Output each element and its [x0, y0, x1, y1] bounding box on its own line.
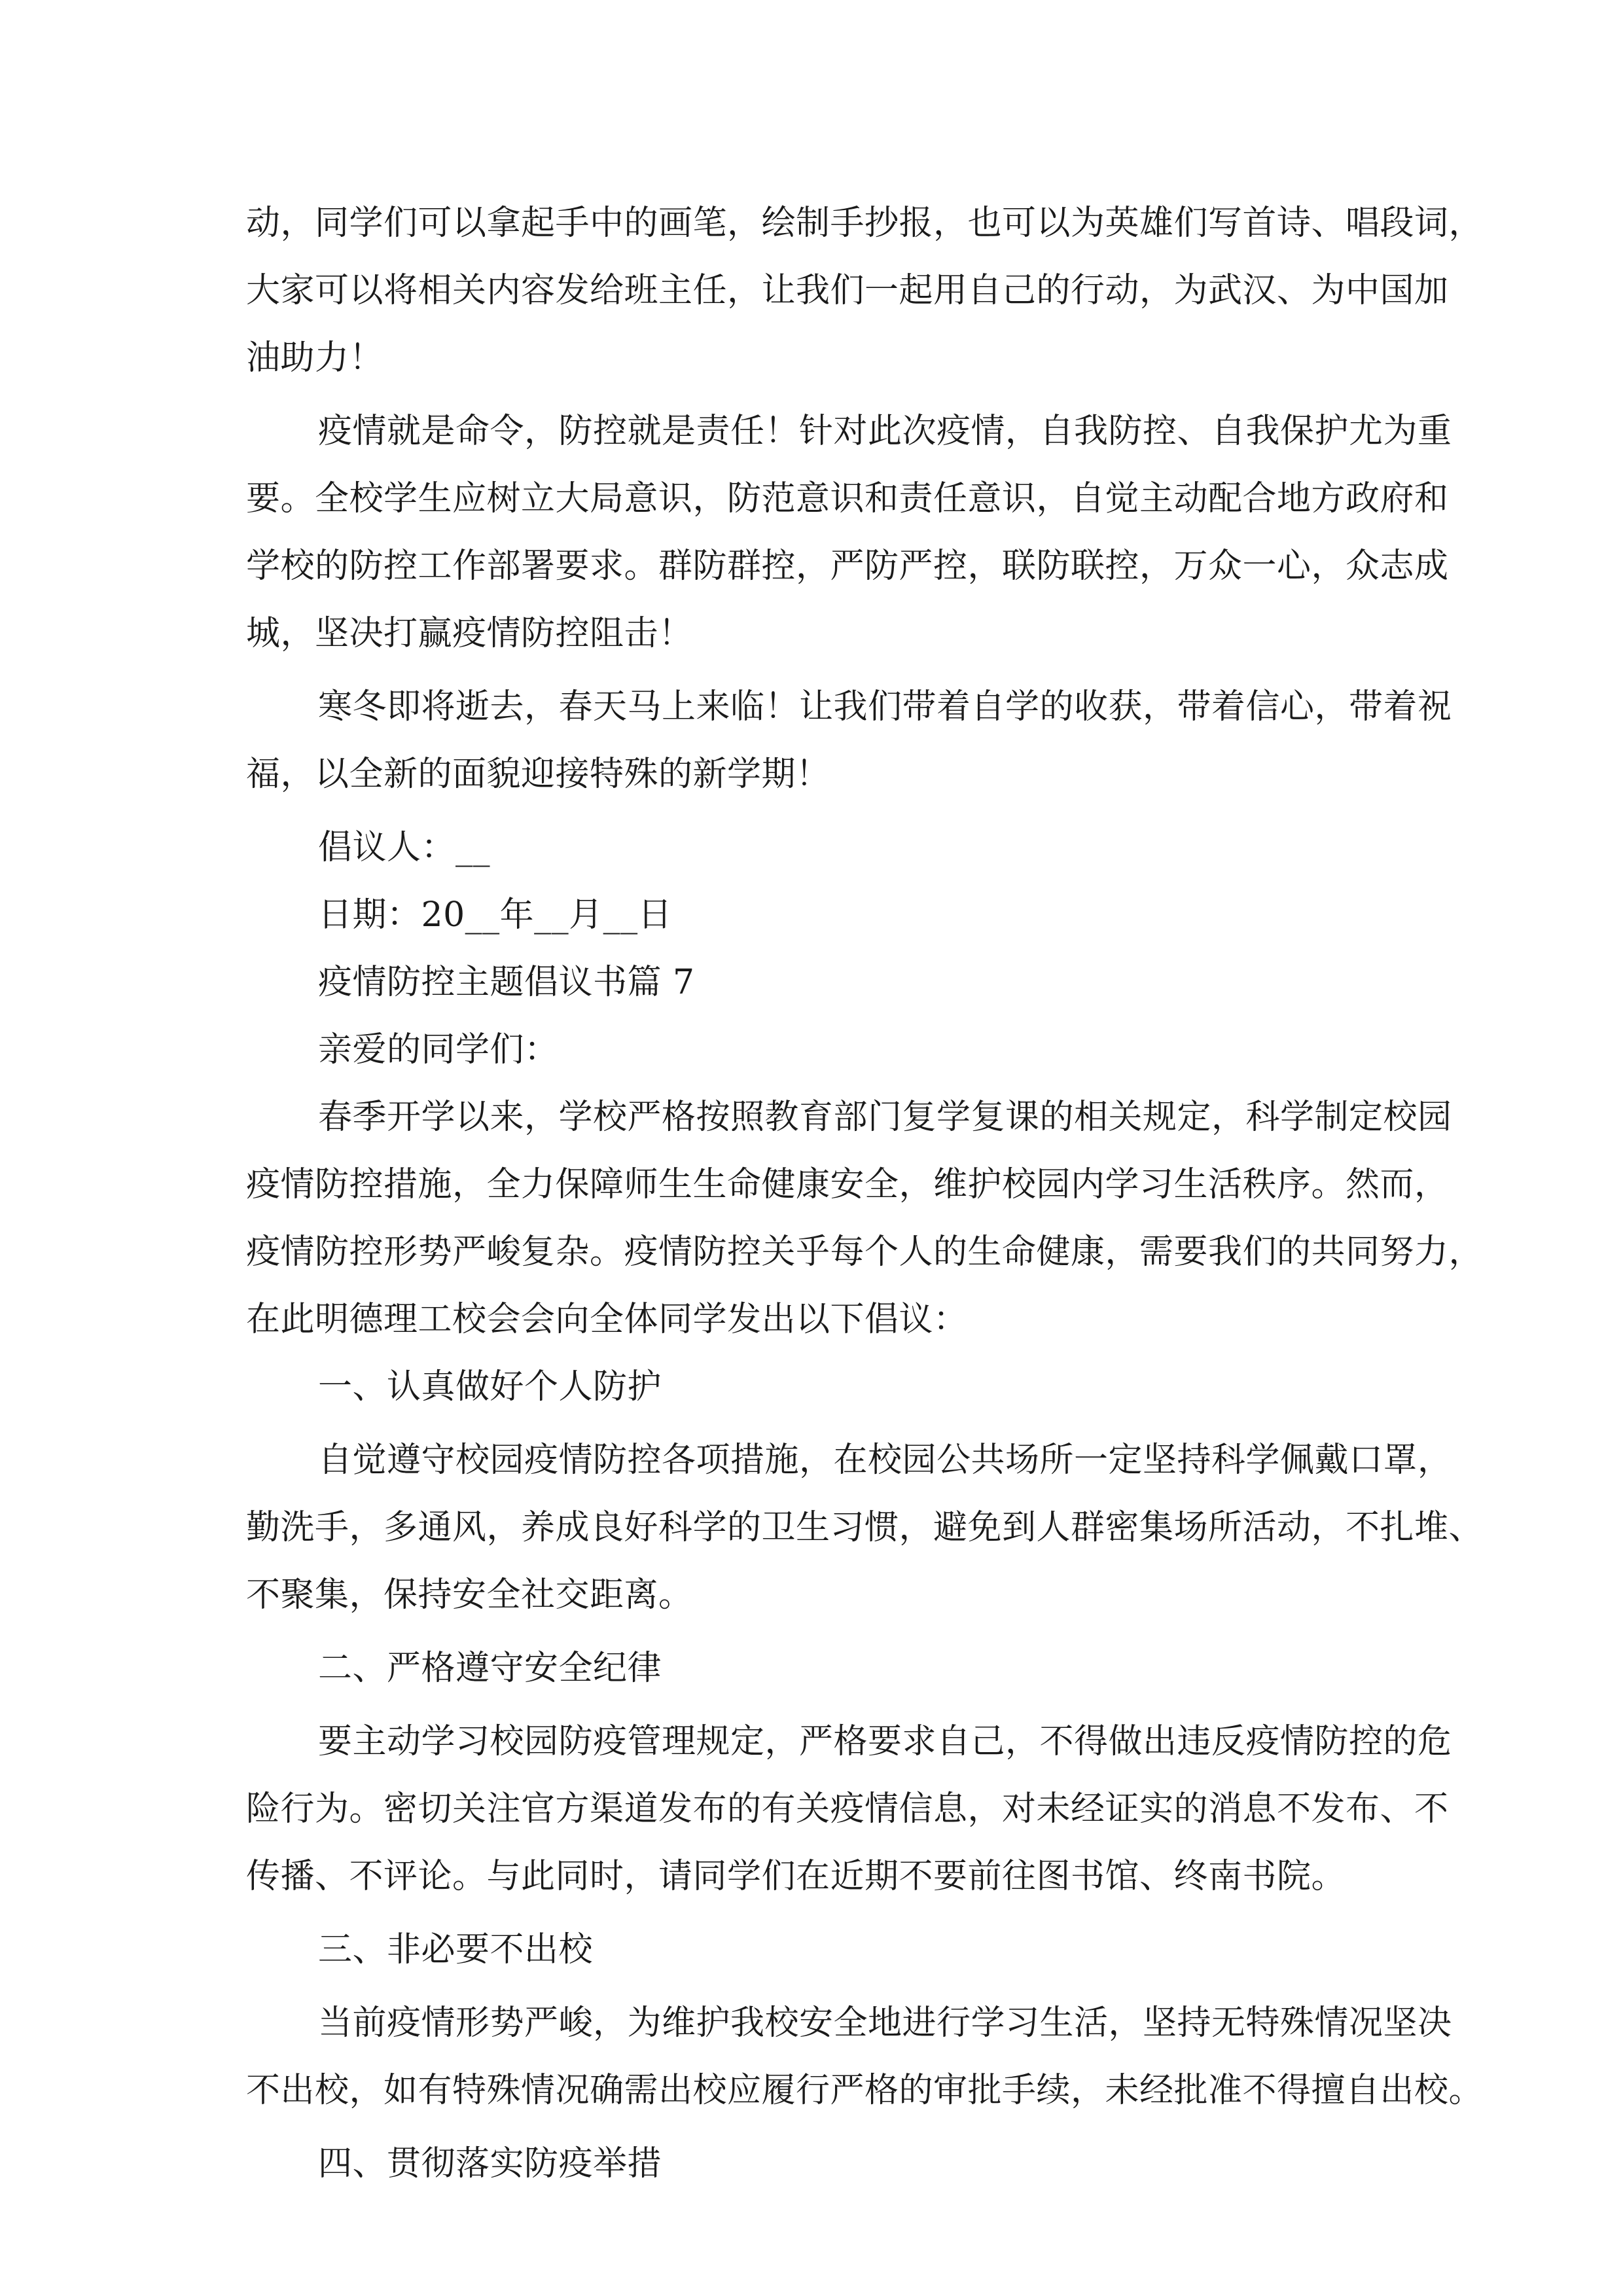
text-line: 倡议人：__ — [318, 828, 491, 867]
signatory-line — [246, 814, 1381, 882]
salutation — [246, 1016, 1381, 1084]
text-line: 学校的防控工作部署要求。群防群控，严防严控，联防联控，万众一心，众志成 — [246, 547, 1449, 586]
date-line — [246, 882, 1381, 949]
text-line: 不聚集，保持安全社交距离。 — [246, 1575, 693, 1615]
text-line: 疫情就是命令，防控就是责任！针对此次疫情，自我防控、自我保护尤为重 — [318, 412, 1452, 451]
text-line: 春季开学以来，学校严格按照教育部门复学复课的相关规定，科学制定校园 — [318, 1098, 1452, 1137]
text-line: 要主动学习校园防疫管理规定，严格要求自己，不得做出违反疫情防控的危 — [318, 1722, 1452, 1761]
paragraph — [246, 1427, 1484, 1629]
text-line: 疫情防控措施，全力保障师生生命健康安全，维护校园内学习生活秩序。然而， — [246, 1165, 1449, 1204]
paragraph — [246, 673, 1452, 808]
paragraph — [246, 1990, 1484, 2125]
heading — [246, 2130, 1381, 2198]
text-line: 油助力！ — [246, 338, 384, 378]
text-line: 自觉遵守校园疫情防控各项措施，在校园公共场所一定坚持科学佩戴口罩， — [318, 1441, 1452, 1480]
heading — [246, 1354, 1381, 1421]
text-line: 当前疫情形势严峻，为维护我校安全地进行学习生活，坚持无特殊情况坚决 — [318, 2003, 1452, 2043]
text-line: 险行为。密切关注官方渠道发布的有关疫情信息，对未经证实的消息不发布、不 — [246, 1789, 1449, 1829]
text-line: 亲爱的同学们： — [318, 1030, 559, 1069]
text-line: 四、贯彻落实防疫举措 — [318, 2144, 662, 2183]
paragraph — [246, 1708, 1452, 1910]
text-line: 城，坚决打赢疫情防控阻击！ — [246, 614, 693, 653]
heading — [246, 1916, 1381, 1984]
text-line: 大家可以将相关内容发给班主任，让我们一起用自己的行动，为武汉、为中国加 — [246, 271, 1449, 310]
text-line: 勤洗手，多通风，养成良好科学的卫生习惯，避免到人群密集场所活动，不扎堆、 — [246, 1508, 1484, 1547]
text-line: 三、非必要不出校 — [318, 1930, 594, 1969]
text-line: 日期：20__年__月__日 — [318, 895, 673, 935]
document-body — [246, 190, 1484, 2198]
paragraph — [246, 190, 1484, 392]
text-line: 二、严格遵守安全纪律 — [318, 1649, 662, 1688]
text-line: 疫情防控形势严峻复杂。疫情防控关乎每个人的生命健康，需要我们的共同努力， — [246, 1232, 1484, 1272]
text-line: 福，以全新的面貌迎接特殊的新学期！ — [246, 755, 830, 794]
text-line: 一、认真做好个人防护 — [318, 1367, 662, 1407]
section-title — [246, 949, 1381, 1016]
paragraph — [246, 1084, 1484, 1354]
heading — [246, 1635, 1381, 1702]
paragraph — [246, 398, 1452, 668]
text-line: 寒冬即将逝去，春天马上来临！让我们带着自学的收获，带着信心，带着祝 — [318, 687, 1452, 726]
text-line: 疫情防控主题倡议书篇 7 — [318, 963, 695, 1002]
text-line: 不出校，如有特殊情况确需出校应履行严格的审批手续，未经批准不得擅自出校。 — [246, 2071, 1484, 2110]
text-line: 在此明德理工校会会向全体同学发出以下倡议： — [246, 1300, 968, 1339]
text-line: 要。全校学生应树立大局意识，防范意识和责任意识，自觉主动配合地方政府和 — [246, 479, 1449, 518]
text-line: 动，同学们可以拿起手中的画笔，绘制手抄报，也可以为英雄们写首诗、唱段词， — [246, 204, 1484, 243]
text-line: 传播、不评论。与此同时，请同学们在近期不要前往图书馆、终南书院。 — [246, 1857, 1346, 1896]
